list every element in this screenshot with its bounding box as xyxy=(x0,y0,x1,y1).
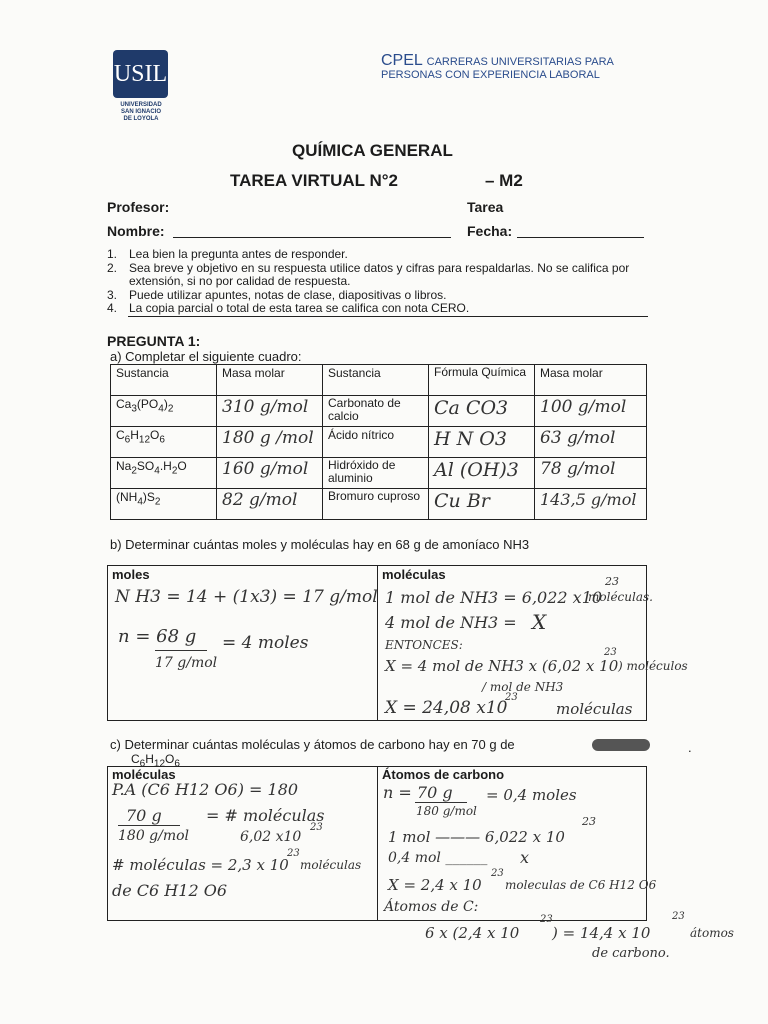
fecha-line xyxy=(517,237,644,238)
handwritten-work: ) = 14,4 x 10 xyxy=(552,924,651,942)
header-cell: Masa molar xyxy=(535,365,647,396)
question-1-title: PREGUNTA 1: xyxy=(107,333,201,349)
handwritten-work: # moléculas = 2,3 x 10 xyxy=(112,856,289,874)
handwritten-work: 6,02 x10 xyxy=(240,829,302,845)
handwritten-exponent: 23 xyxy=(505,692,518,703)
handwritten-work: ENTONCES: xyxy=(385,638,463,652)
period-mark: . xyxy=(688,740,692,755)
handwritten-cell: 100 g/mol xyxy=(535,396,647,427)
header-cell: Sustancia xyxy=(323,365,429,396)
instruction-item: 2. Sea breve y objetivo en su respuesta utilice datos y cifras para respaldarlas. No se califica por extensión, si no por calidad de respuesta. xyxy=(107,260,630,288)
handwritten-cell: 180 g /mol xyxy=(217,427,323,458)
moles-header: moles xyxy=(112,567,150,582)
handwritten-work: 180 g/mol xyxy=(118,828,190,844)
handwritten-cell: 82 g/mol xyxy=(217,489,323,520)
handwritten-cell: H N O3 xyxy=(429,427,535,458)
cpel-brand: CPEL xyxy=(381,52,423,69)
table-row xyxy=(111,489,647,520)
handwritten-work: moléculas. xyxy=(588,590,653,604)
header-cell: Sustancia xyxy=(111,365,217,396)
handwritten-cell: 310 g/mol xyxy=(217,396,323,427)
handwritten-exponent: 23 xyxy=(491,868,504,879)
c-molecules-header: moléculas xyxy=(112,767,176,782)
cpel-header xyxy=(381,52,614,70)
course-title: QUÍMICA GENERAL xyxy=(292,141,453,160)
handwritten-exponent: 23 xyxy=(604,647,617,658)
handwritten-work: átomos xyxy=(690,926,734,940)
question-1a-text: a) Completar el siguiente cuadro: xyxy=(110,349,302,364)
handwritten-cell: Al (OH)3 xyxy=(429,458,535,489)
c-atoms-header: Átomos de carbono xyxy=(382,767,505,782)
usil-logo: USIL xyxy=(113,50,168,98)
header-cell: Masa molar xyxy=(217,365,323,396)
handwritten-work: moléculas xyxy=(556,700,633,718)
substance-cell: Carbonato de calcio xyxy=(323,396,429,427)
table-row xyxy=(111,427,647,458)
handwritten-work: 180 g/mol xyxy=(416,804,477,818)
instruction-item: 4. La copia parcial o total de esta tarea se califica con nota CERO. xyxy=(107,301,470,315)
handwritten-work: X = 4 mol de NH3 x (6,02 x 10 xyxy=(385,657,619,675)
module-label: – M2 xyxy=(485,171,523,190)
instructions-underline xyxy=(128,316,648,317)
handwritten-work: de C6 H12 O6 xyxy=(112,881,227,900)
handwritten-work: P.A (C6 H12 O6) = 180 xyxy=(112,780,299,799)
handwritten-work: N H3 = 14 + (1x3) = 17 g/mol xyxy=(115,587,378,607)
instruction-item: 1. Lea bien la pregunta antes de responder. xyxy=(107,247,348,261)
handwritten-work: / mol de NH3 xyxy=(482,680,564,694)
nombre-label: Nombre: xyxy=(107,223,165,239)
formula-cell: $Na_2SO_4.H_2O$ xyxy=(111,458,217,489)
substance-cell: Bromuro cuproso xyxy=(323,489,429,520)
redaction-mark xyxy=(592,739,650,751)
table-header-row xyxy=(111,365,647,396)
fraction-bar xyxy=(415,802,467,803)
tarea-label: Tarea xyxy=(467,199,504,215)
header-cell: Fórmula Química xyxy=(429,365,535,396)
instruction-item: 3. Puede utilizar apuntes, notas de clase, diapositivas o libros. xyxy=(107,287,447,302)
handwritten-work: 17 g/mol xyxy=(155,655,218,671)
handwritten-work: 1 mol de NH3 = 6,022 x10 xyxy=(385,588,603,607)
handwritten-work: X xyxy=(532,610,547,634)
formula-cell: $C_6H_{12}O_6$ xyxy=(111,427,217,458)
part-c-divider xyxy=(377,766,378,920)
profesor-label: Profesor: xyxy=(107,199,170,215)
handwritten-work: 6 x (2,4 x 10 xyxy=(425,924,520,942)
question-1c-formula: $C_6H_{12}O_6$ xyxy=(131,752,180,770)
handwritten-cell: 63 g/mol xyxy=(535,427,647,458)
assignment-title: TAREA VIRTUAL N°2 xyxy=(230,171,398,190)
substance-cell: Ácido nítrico xyxy=(323,427,429,458)
cpel-line1: CARRERAS UNIVERSITARIAS PARA xyxy=(426,56,614,68)
handwritten-exponent: 23 xyxy=(582,815,596,828)
handwritten-work: moléculas xyxy=(300,858,362,872)
formula-cell: $(NH_4)S_2$ xyxy=(111,489,217,520)
handwritten-cell: Ca CO3 xyxy=(429,396,535,427)
instructions xyxy=(107,248,652,316)
cpel-line2: PERSONAS CON EXPERIENCIA LABORAL xyxy=(381,69,600,81)
table-row xyxy=(111,458,647,489)
question-1b-text: b) Determinar cuántas moles y moléculas hay en 68 g de amoníaco NH3 xyxy=(110,537,530,552)
substance-table xyxy=(110,364,647,520)
handwritten-work: = 0,4 moles xyxy=(486,786,577,804)
handwritten-work: n = 68 g xyxy=(118,626,197,647)
formula-cell: $Ca_3(PO_4)_2$ xyxy=(111,396,217,427)
question-1c-text: c) Determinar cuántas moléculas y átomos de carbono hay en 70 g de xyxy=(110,737,515,752)
table-row xyxy=(111,396,647,427)
handwritten-work: n = 70 g xyxy=(383,783,453,802)
handwritten-work: = # moléculas xyxy=(206,806,325,825)
handwritten-work: X = 24,08 x10 xyxy=(385,698,508,718)
handwritten-exponent: 23 xyxy=(540,914,553,925)
handwritten-work: 0,4 mol ______ xyxy=(388,850,488,866)
substance-cell: Hidróxido de aluminio xyxy=(323,458,429,489)
handwritten-exponent: 23 xyxy=(672,911,685,922)
handwritten-work: Átomos de C: xyxy=(384,899,479,915)
nombre-line xyxy=(173,237,451,238)
logo-caption: UNIVERSIDAD SAN IGNACIO DE LOYOLA xyxy=(120,102,162,122)
handwritten-work: 70 g xyxy=(126,806,162,825)
molecules-header: moléculas xyxy=(382,567,446,582)
handwritten-work: de carbono. xyxy=(592,946,670,961)
handwritten-exponent: 23 xyxy=(287,848,300,859)
handwritten-work: 4 mol de NH3 = xyxy=(385,613,517,632)
fecha-label: Fecha: xyxy=(467,223,513,239)
handwritten-cell: 143,5 g/mol xyxy=(535,489,647,520)
handwritten-cell: Cu Br xyxy=(429,489,535,520)
handwritten-cell: 160 g/mol xyxy=(217,458,323,489)
handwritten-work: moleculas de C6 H12 O6 xyxy=(505,878,657,892)
handwritten-work: X = 2,4 x 10 xyxy=(388,876,482,894)
handwritten-work: ) moléculos xyxy=(618,659,688,673)
handwritten-work: = 4 moles xyxy=(222,633,309,653)
handwritten-cell: 78 g/mol xyxy=(535,458,647,489)
fraction-bar xyxy=(155,650,207,651)
fraction-bar xyxy=(118,825,180,826)
handwritten-exponent: 23 xyxy=(310,822,323,833)
handwritten-work: 1 mol ——— 6,022 x 10 xyxy=(388,828,565,846)
handwritten-exponent: 23 xyxy=(605,575,619,588)
handwritten-work: x xyxy=(520,848,530,867)
